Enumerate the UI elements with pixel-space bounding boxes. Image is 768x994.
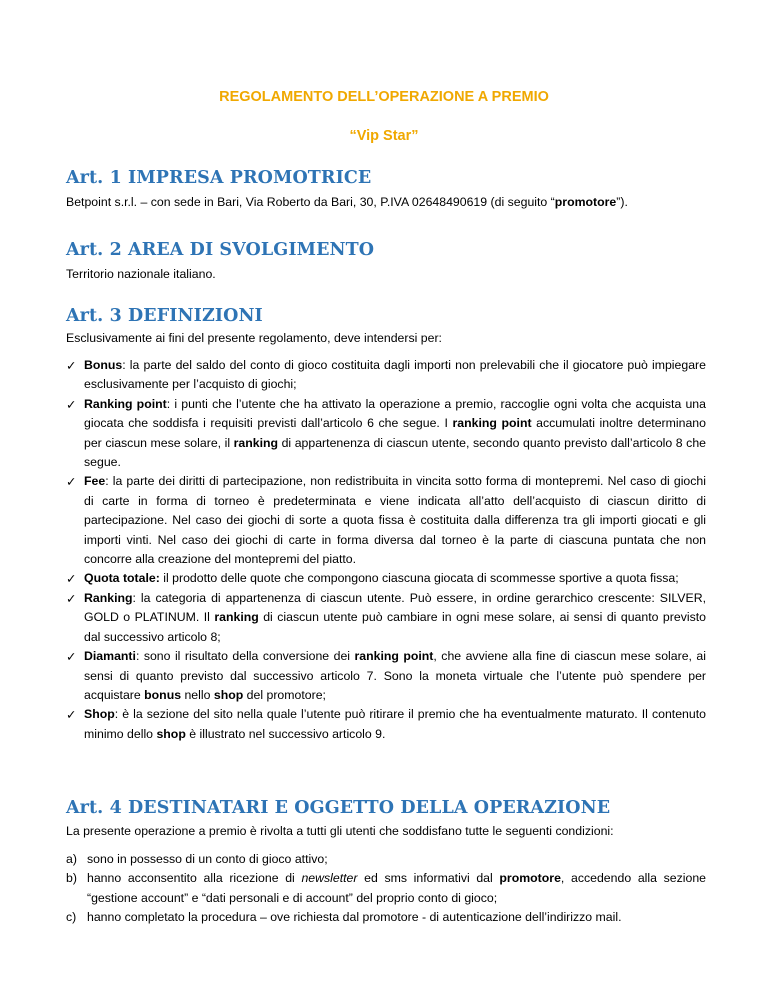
- list-marker: a): [66, 852, 77, 866]
- checkmark-icon: ✓: [66, 649, 77, 665]
- list-item: b) hanno acconsentito alla ricezione di newsletter ed sms informativi dal promotore, accedendo alla sezione “gestione account” e “dati personali e di account” del proprio conto di gioco;: [66, 871, 706, 905]
- list-marker: c): [66, 910, 77, 925]
- document-subtitle: “Vip Star”: [349, 128, 419, 144]
- art2-text: Territorio nazionale italiano.: [66, 267, 216, 281]
- list-item: ✓ Quota totale: il prodotto delle quote che compongono ciascuna giocata di scommesse sportive a quota fissa;: [66, 569, 706, 588]
- art3-heading: Art. 3 DEFINIZIONI: [66, 306, 263, 326]
- list-item: ✓ Bonus: la parte del saldo del conto di gioco costituita dagli importi non prelevabili che il giocatore può impiegare esclusivamente per l’acquisto di giochi;: [66, 358, 706, 392]
- definitions-list: [66, 356, 706, 744]
- art1-text: Betpoint s.r.l. – con sede in Bari, Via Roberto da Bari, 30, P.IVA 02648490619 (di seguito “promotore”).: [66, 195, 628, 209]
- art3-intro: Esclusivamente ai fini del presente regolamento, deve intendersi per:: [66, 331, 442, 345]
- art1-heading: Art. 1 IMPRESA PROMOTRICE: [66, 168, 372, 188]
- list-marker: b): [66, 871, 77, 886]
- list-item: c) hanno completato la procedura – ove richiesta dal promotore - di autenticazione dell’indirizzo mail.: [66, 908, 706, 927]
- art4-intro: La presente operazione a premio è rivolta a tutti gli utenti che soddisfano tutte le seguenti condizioni:: [66, 824, 614, 838]
- checkmark-icon: ✓: [66, 707, 77, 723]
- checkmark-icon: ✓: [66, 396, 77, 412]
- checkmark-icon: ✓: [66, 474, 77, 490]
- art4-heading: Art. 4 DESTINATARI E OGGETTO DELLA OPERAZIONE: [66, 798, 611, 818]
- list-item: a) sono in possesso di un conto di gioco attivo;: [66, 850, 706, 869]
- list-item: ✓ Ranking: la categoria di appartenenza di ciascun utente. Può essere, in ordine gerarchico crescente: SILVER, GOLD o PLATINUM. Il ranking di ciascun utente può cambiare in ogni mese solare, ai sensi di quanto previsto dal successivo articolo 8;: [66, 590, 706, 644]
- checkmark-icon: ✓: [66, 571, 77, 587]
- list-item: ✓ Shop: è la sezione del sito nella quale l’utente può ritirare il premio che ha eventualmente maturato. Il contenuto minimo dello shop è illustrato nel successivo articolo 9.: [66, 707, 706, 741]
- checkmark-icon: ✓: [66, 358, 77, 373]
- document-title: REGOLAMENTO DELL’OPERAZIONE A PREMIO: [219, 89, 549, 105]
- list-item: ✓ Ranking point: i punti che l’utente che ha attivato la operazione a premio, raccoglie ogni volta che acquista una giocata che soddisfa i requisiti previsti dall’articolo 6 che segue. I ranking point accumulati inoltre determinano per ciascun mese solare, il ranking di appartenenza di ciascun utente, secondo quanto previsto dall’articolo 8 che segue.: [66, 396, 706, 470]
- checkmark-icon: ✓: [66, 590, 77, 606]
- art2-heading: Art. 2 AREA DI SVOLGIMENTO: [66, 240, 375, 260]
- list-item: ✓ Diamanti: sono il risultato della conversione dei ranking point, che avviene alla fine di ciascun mese solare, ai sensi di quanto previsto dal successivo articolo 7. Sono la moneta virtuale che l’utente può spendere per acquistare bonus nello shop del promotore;: [66, 649, 706, 702]
- conditions-list: [66, 850, 706, 928]
- list-item: ✓ Fee: la parte dei diritti di partecipazione, non redistribuita in vincita sotto forma di montepremi. Nel caso di giochi di carte in forma di torneo è predeterminata e viene indicata all’atto dell’acquisto di ciascun diritto di partecipazione. Nel caso dei giochi di sorte a quota fissa è costituita dalla differenza tra gli importi giocati e gli importi vinti. Nel caso dei giochi di carte in forma diversa dal torneo è la parte di ciascuna puntata che non concorre alla creazione del montepremi del piatto.: [66, 474, 706, 567]
